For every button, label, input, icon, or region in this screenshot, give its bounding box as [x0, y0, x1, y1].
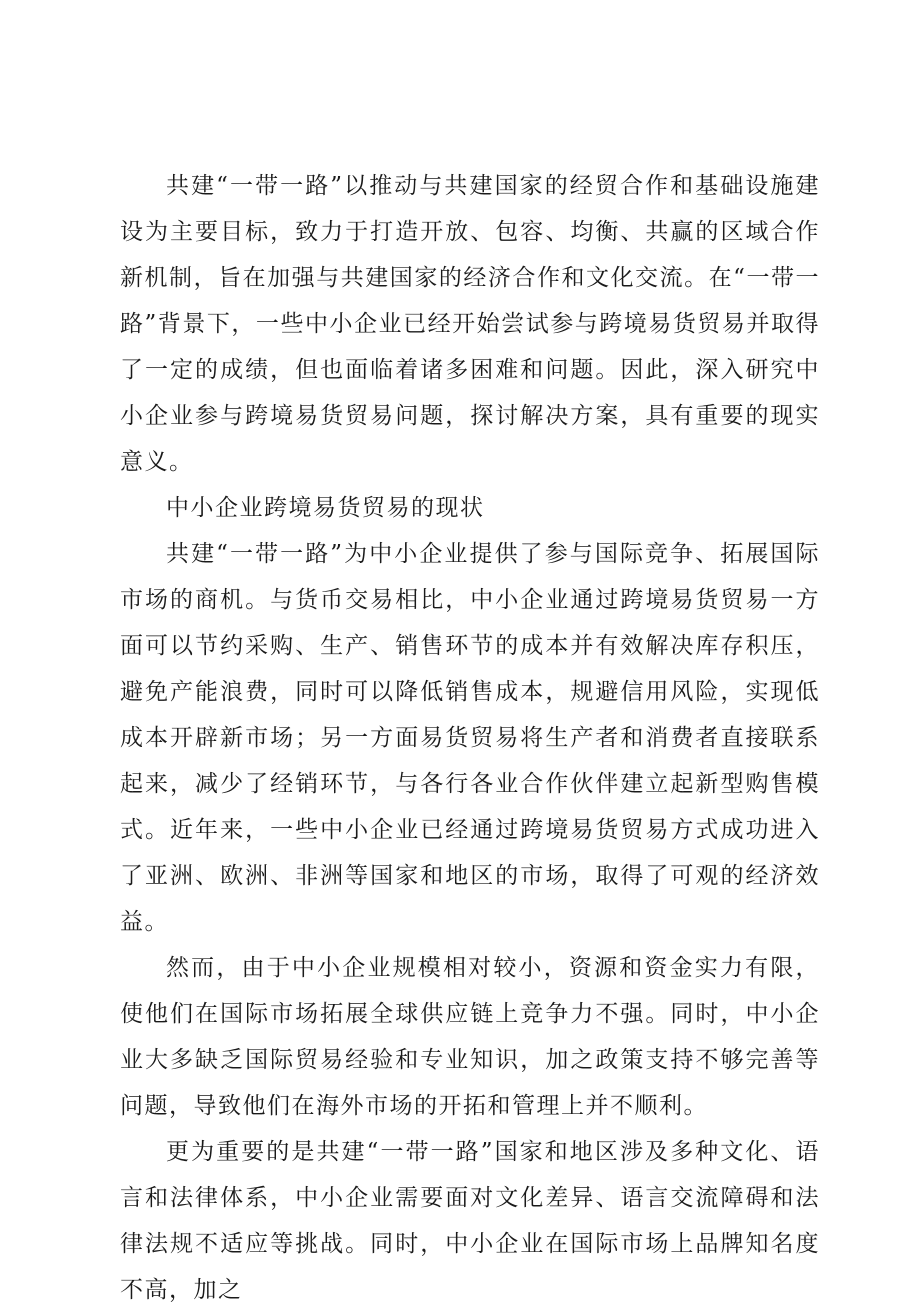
paragraph-intro: 共建“一带一路”以推动与共建国家的经贸合作和基础设施建设为主要目标，致力于打造开放、包容、均衡、共赢的区域合作新机制，旨在加强与共建国家的经济合作和文化交流。在“一带一路”背景下，一些中小企业已经开始尝试参与跨境易货贸易并取得了一定的成绩，但也面临着诸多困难和问题。因此，深入研究中小企业参与跨境易货贸易问题，探讨解决方案，具有重要的现实意义。 — [120, 173, 820, 475]
paragraph-challenges: 然而，由于中小企业规模相对较小，资源和资金实力有限，使他们在国际市场拓展全球供应链上竞争力不强。同时，中小企业大多缺乏国际贸易经验和专业知识，加之政策支持不够完善等问题，导致他们在海外市场的开拓和管理上并不顺利。 — [120, 955, 820, 1119]
paragraph-status: 共建“一带一路”为中小企业提供了参与国际竞争、拓展国际市场的商机。与货币交易相比，中小企业通过跨境易货贸易一方面可以节约采购、生产、销售环节的成本并有效解决库存积压，避免产能浪费，同时可以降低销售成本，规避信用风险，实现低成本开辟新市场；另一方面易货贸易将生产者和消费者直接联系起来，减少了经销环节，与各行各业合作伙伴建立起新型购售模式。近年来，一些中小企业已经通过跨境易货贸易方式成功进入了亚洲、欧洲、非洲等国家和地区的市场，取得了可观的经济效益。 — [120, 541, 820, 935]
document-body — [120, 163, 820, 1313]
paragraph-importance: 更为重要的是共建“一带一路”国家和地区涉及多种文化、语言和法律体系，中小企业需要面对文化差异、语言交流障碍和法律法规不适应等挑战。同时，中小企业在国际市场上品牌知名度不高，加之 — [120, 1139, 820, 1303]
section-heading: 中小企业跨境易货贸易的现状 — [166, 495, 485, 521]
